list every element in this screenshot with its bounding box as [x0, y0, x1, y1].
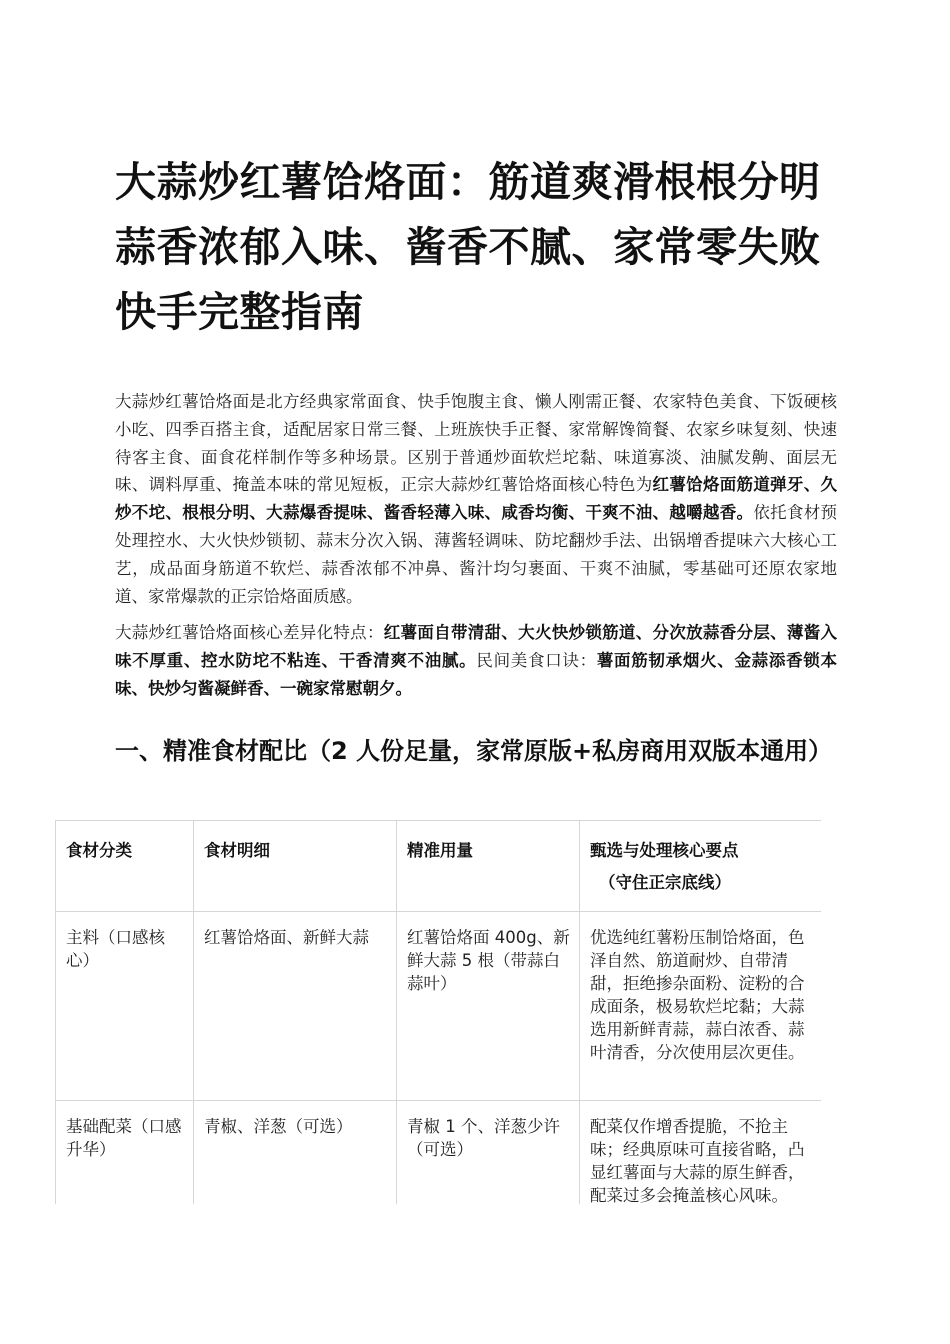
header-category: 食材分类 — [56, 821, 194, 912]
header-notes-label: 甄选与处理核心要点 — [590, 841, 739, 860]
ingredients-table-wrapper — [55, 820, 821, 1204]
ingredients-table — [55, 820, 821, 1204]
folk-saying: 薯面筋韧承烟火、金蒜添香锁本味、快炒匀酱凝鲜香、一碗家常慰朝夕。 — [115, 650, 838, 698]
cell-amount: 红薯饸烙面 400g、新鲜大蒜 5 根（带蒜白蒜叶） — [397, 912, 580, 1101]
section-heading-ingredients: 一、精准食材配比（2 人份足量，家常原版+私房商用双版本通用） — [115, 737, 833, 765]
cell-notes: 配菜仅作增香提脆，不抢主味；经典原味可直接省略，凸显红薯面与大蒜的原生鲜香，配菜过多会掩盖核心风味。 — [580, 1101, 822, 1205]
intro-text-2: 依托食材预处理控水、大火快炒锁韧、蒜末分次入锅、薄酱轻调味、防坨翻炒手法、出锅增香提味六大核心工艺，成品面身筋道不软烂、蒜香浓郁不冲鼻、酱汁均匀裹面、干爽不油腻，零基础可还原农家地道、家常爆款的正宗饸烙面质感。 — [115, 503, 838, 606]
table-row — [56, 1101, 822, 1205]
intro-paragraph — [115, 388, 837, 610]
cell-items: 红薯饸烙面、新鲜大蒜 — [194, 912, 397, 1101]
table-header-row — [56, 821, 822, 912]
header-items: 食材明细 — [194, 821, 397, 912]
header-amount: 精准用量 — [397, 821, 580, 912]
cell-category: 基础配菜（口感升华） — [56, 1101, 194, 1205]
cell-amount: 青椒 1 个、洋葱少许（可选） — [397, 1101, 580, 1205]
features-paragraph — [115, 619, 837, 702]
cell-items: 青椒、洋葱（可选） — [194, 1101, 397, 1205]
intro-text-1: 大蒜炒红薯饸烙面是北方经典家常面食、快手饱腹主食、懒人刚需正餐、农家特色美食、下饭硬核小吃、四季百搭主食，适配居家日常三餐、上班族快手正餐、家常解馋简餐、农家乡味复刻、快速待客主食、面食花样制作等多种场景。区别于普通炒面软烂坨黏、味道寡淡、油腻发齁、面层无味、调料厚重、掩盖本味的常见短板，正宗大蒜炒红薯饸烙面核心特色为 — [115, 392, 837, 495]
table-row — [56, 912, 822, 1101]
header-notes-subnote: （守住正宗底线） — [599, 873, 731, 892]
cell-category: 主料（口感核心） — [56, 912, 194, 1101]
features-lead: 大蒜炒红薯饸烙面核心差异化特点： — [115, 623, 384, 642]
features-highlight: 红薯面自带清甜、大火快炒锁筋道、分次放蒜香分层、薄酱入味不厚重、控水防坨不粘连、干香清爽不油腻。 — [115, 623, 838, 670]
cell-notes: 优选纯红薯粉压制饸烙面，色泽自然、筋道耐炒、自带清甜，拒绝掺杂面粉、淀粉的合成面条，极易软烂坨黏；大蒜选用新鲜青蒜，蒜白浓香、蒜叶清香，分次使用层次更佳。 — [580, 912, 822, 1101]
header-notes — [580, 821, 822, 912]
intro-highlight: 红薯饸烙面筋道弹牙、久炒不坨、根根分明、大蒜爆香提味、酱香轻薄入味、咸香均衡、干爽不油、越嚼越香。 — [115, 475, 838, 523]
features-mid: 民间美食口诀： — [476, 650, 597, 670]
document-title: 大蒜炒红薯饸烙面：筋道爽滑根根分明蒜香浓郁入味、酱香不腻、家常零失败快手完整指南 — [115, 158, 821, 336]
